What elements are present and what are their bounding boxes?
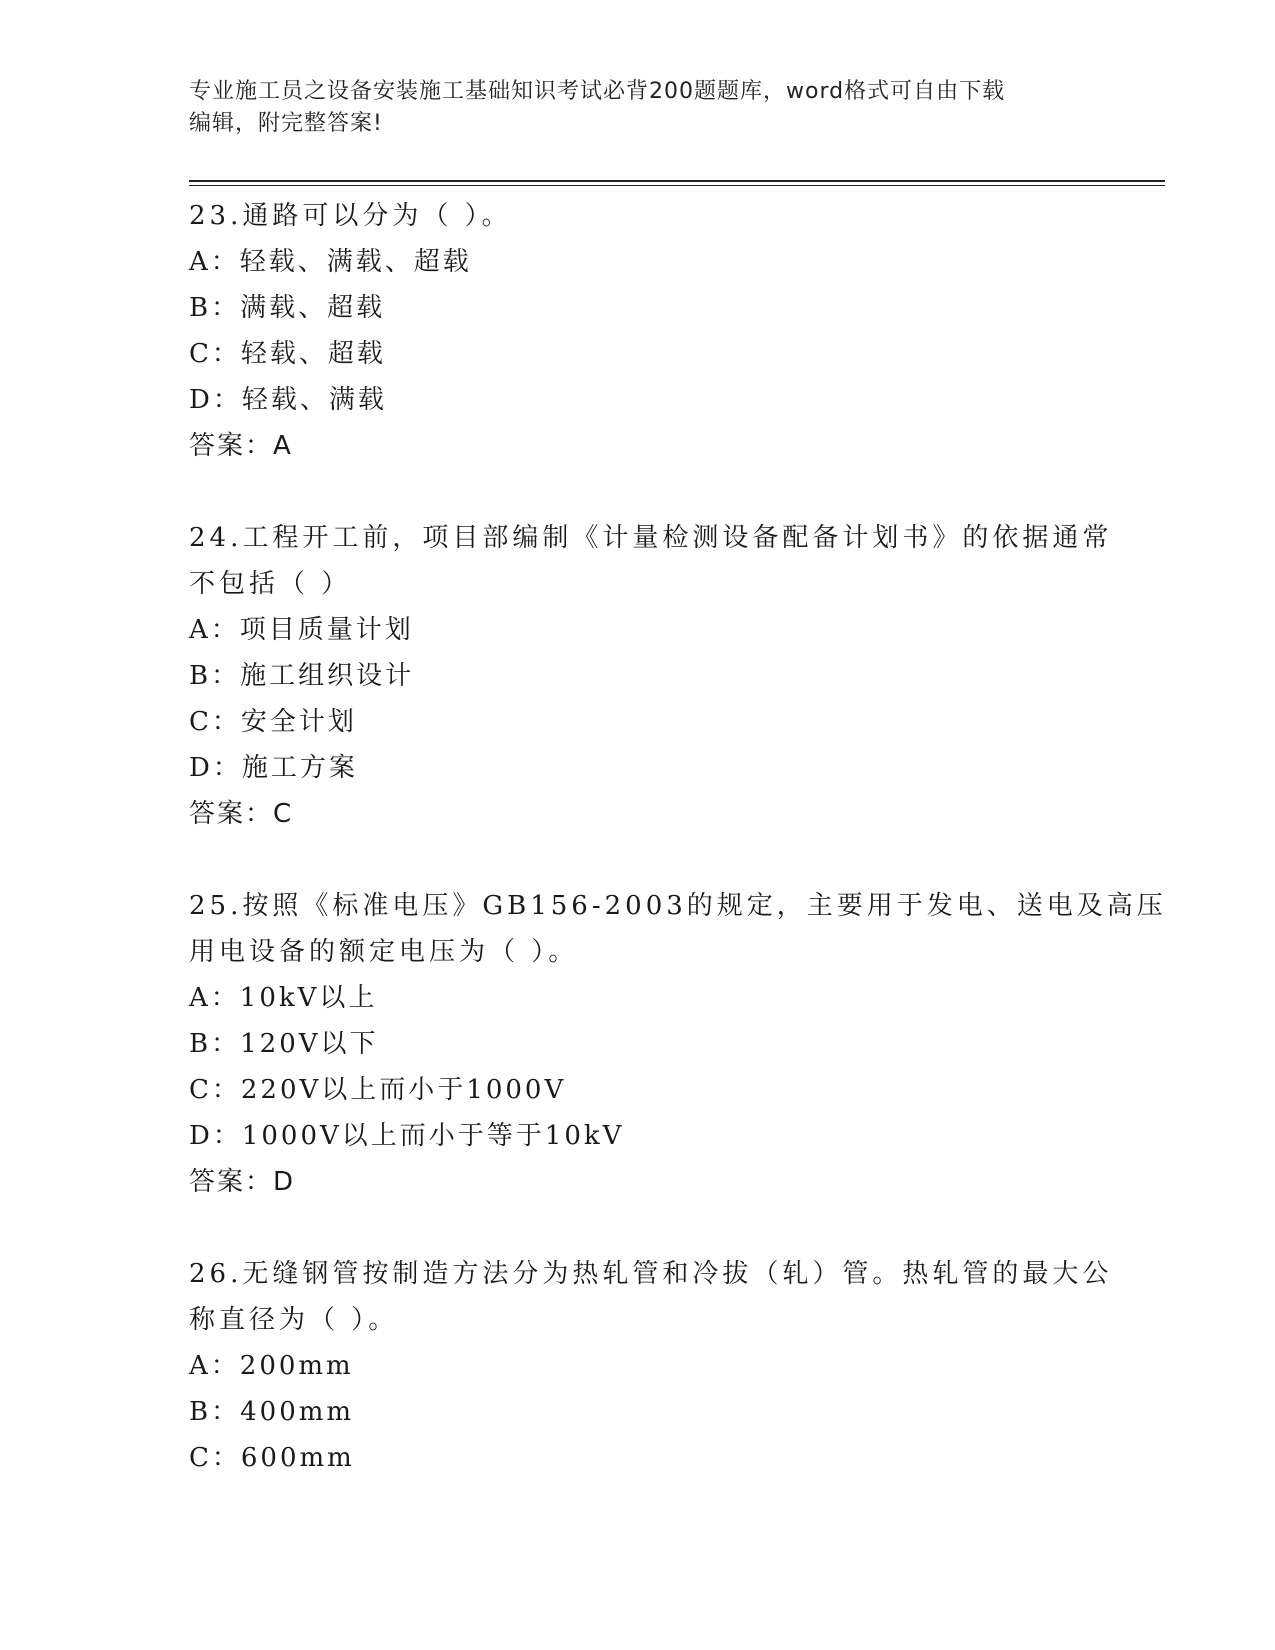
header-line-1: 专业施工员之设备安装施工基础知识考试必背200题题库，word格式可自由下载 xyxy=(189,79,1006,104)
question-26 xyxy=(189,1251,1129,1481)
question-23 xyxy=(189,193,1129,469)
option-b: B：400mm xyxy=(189,1397,355,1427)
option-d: D：1000V以上而小于等于10kV xyxy=(189,1121,625,1151)
question-stem xyxy=(189,193,1129,239)
question-24 xyxy=(189,515,1129,837)
option-b: B：120V以下 xyxy=(189,1029,379,1059)
question-stem-line: 24.工程开工前，项目部编制《计量检测设备配备计划书》的依据通常 xyxy=(189,523,1113,553)
option-a: A：项目质量计划 xyxy=(189,615,414,645)
option-a: A：200mm xyxy=(189,1351,354,1381)
question-25 xyxy=(189,883,1167,1205)
header-divider-thin xyxy=(189,185,1165,186)
question-stem-line: 不包括（ ） xyxy=(189,569,352,599)
question-stem xyxy=(189,515,1129,607)
option-d: D：轻载、满载 xyxy=(189,385,387,415)
option-c: C：安全计划 xyxy=(189,707,357,737)
answer-line: 答案：D xyxy=(189,1167,296,1197)
header-line-2: 编辑，附完整答案! xyxy=(189,111,383,136)
question-stem-line: 26.无缝钢管按制造方法分为热轧管和冷拔（轧）管。热轧管的最大公 xyxy=(189,1259,1113,1289)
question-stem-line: 称直径为（ ）。 xyxy=(189,1305,399,1335)
answer-line: 答案：A xyxy=(189,431,293,461)
header-divider-thick xyxy=(189,180,1165,182)
question-stem-line: 用电设备的额定电压为（ ）。 xyxy=(189,937,579,967)
option-c: C：220V以上而小于1000V xyxy=(189,1075,567,1105)
option-b: B：施工组织设计 xyxy=(189,661,415,691)
document-header xyxy=(189,76,1089,140)
question-stem-line: 25.按照《标准电压》GB156-2003的规定，主要用于发电、送电及高压 xyxy=(189,891,1167,921)
question-list xyxy=(189,193,1167,1527)
question-stem xyxy=(189,1251,1129,1343)
option-d: D：施工方案 xyxy=(189,753,358,783)
question-stem xyxy=(189,883,1167,975)
option-c: C：轻载、超载 xyxy=(189,339,386,369)
option-c: C：600mm xyxy=(189,1443,355,1473)
option-a: A：轻载、满载、超载 xyxy=(189,247,472,277)
question-stem-line: 23.通路可以分为（ ）。 xyxy=(189,201,512,231)
option-b: B：满载、超载 xyxy=(189,293,386,323)
answer-line: 答案：C xyxy=(189,799,294,829)
option-a: A：10kV以上 xyxy=(189,983,378,1013)
